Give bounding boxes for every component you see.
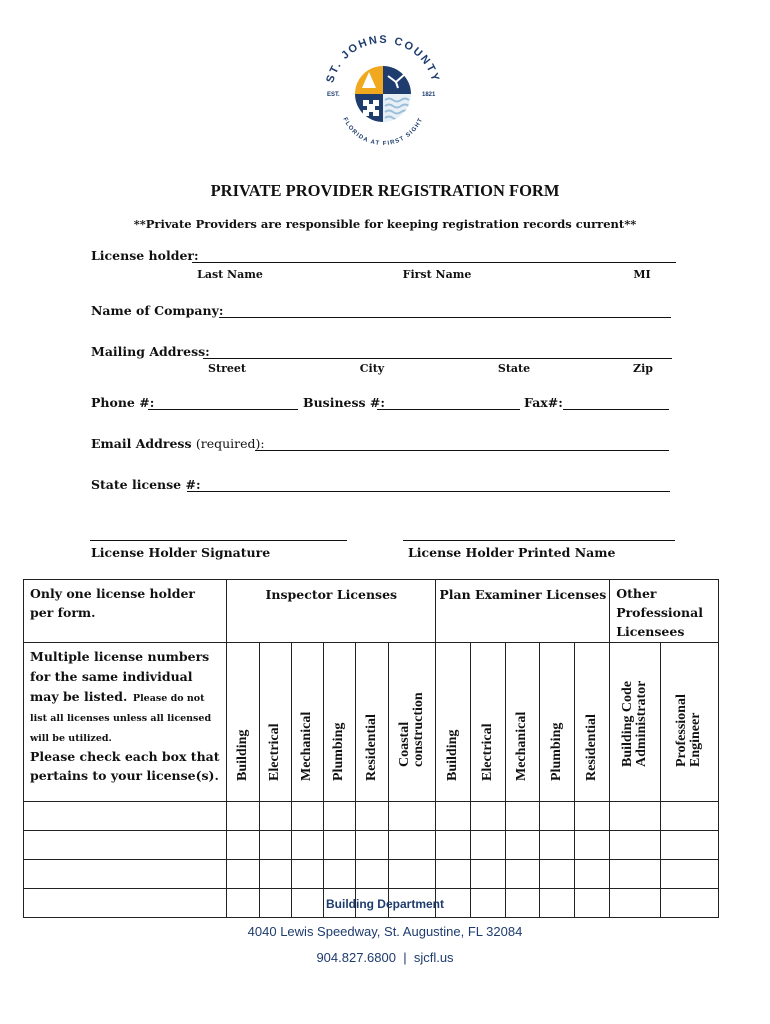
checkbox-cell[interactable] [436,831,471,860]
footer-department: Building Department [325,897,444,911]
city-caption: City [359,362,385,375]
col-professional-engineer: Professional Engineer [674,694,704,767]
fax-field[interactable] [563,409,669,410]
table-row [24,802,719,831]
col-inspector-mechanical: Mechanical [299,711,315,781]
logo-tagline: FLORIDA AT FIRST SIGHT [341,116,425,148]
county-seal-logo [318,28,448,150]
check-box-instruction: Please check each box that pertains to your license(s). [30,749,220,783]
license-table [23,579,719,918]
checkbox-cell[interactable] [540,831,575,860]
checkbox-cell[interactable] [356,831,389,860]
checkbox-cell[interactable] [292,831,323,860]
license-holder-field[interactable] [192,262,676,263]
col-inspector-building: Building [234,729,250,781]
license-number-cell[interactable] [24,802,227,831]
phone-label: Phone #: [91,395,155,410]
mailing-address-label: Mailing Address: [91,344,210,359]
footer-phone: 904.827.6800 [316,950,396,965]
license-number-cell[interactable] [24,831,227,860]
col-plan-mechanical: Mechanical [514,711,530,781]
zip-caption: Zip [633,362,653,375]
mailing-address-field[interactable] [203,358,672,359]
checkbox-cell[interactable] [388,802,436,831]
company-label: Name of Company: [91,303,224,318]
checkbox-cell[interactable] [436,860,471,889]
checkbox-cell[interactable] [574,860,610,889]
logo-arc-text: ST. JOHNS COUNTY [324,33,442,85]
footer-separator: | [403,950,407,965]
col-plan-plumbing: Plumbing [548,722,564,781]
checkbox-cell[interactable] [540,802,575,831]
last-name-caption: Last Name [197,268,263,281]
state-license-field[interactable] [187,491,670,492]
checkbox-cell[interactable] [227,860,260,889]
other-licensees-header: Other Professional Licensees [616,586,703,639]
checkbox-cell[interactable] [323,802,356,831]
checkbox-cell[interactable] [660,831,718,860]
checkbox-cell[interactable] [436,802,471,831]
checkbox-cell[interactable] [610,802,661,831]
state-caption: State [497,362,531,375]
footer-contact [0,950,770,965]
company-field[interactable] [219,317,671,318]
checkbox-cell[interactable] [227,831,260,860]
business-label: Business #: [303,395,385,410]
footer-address: 4040 Lewis Speedway, St. Augustine, FL 32084 [247,924,523,939]
checkbox-cell[interactable] [660,860,718,889]
checkbox-cell[interactable] [471,831,506,860]
table-row [24,831,719,860]
business-field[interactable] [377,409,520,410]
col-plan-electrical: Electrical [479,723,495,781]
form-title: PRIVATE PROVIDER REGISTRATION FORM [210,181,560,200]
logo-est: EST. [327,92,340,98]
logo-year: 1821 [422,92,436,98]
checkbox-cell[interactable] [610,831,661,860]
checkbox-cell[interactable] [356,860,389,889]
signature-field[interactable] [90,540,347,541]
checkbox-cell[interactable] [259,860,292,889]
checkbox-cell[interactable] [323,860,356,889]
checkbox-cell[interactable] [574,831,610,860]
checkbox-cell[interactable] [540,860,575,889]
checkbox-cell[interactable] [471,802,506,831]
license-holder-label: License holder: [91,248,199,263]
mi-caption: MI [633,268,651,281]
street-caption: Street [208,362,246,375]
plan-examiner-licenses-header: Plan Examiner Licenses [439,587,607,602]
email-required-note: (required): [195,436,265,451]
checkbox-cell[interactable] [505,802,540,831]
col-plan-building: Building [445,729,461,781]
license-number-cell[interactable] [24,860,227,889]
printed-name-field[interactable] [403,540,675,541]
email-label: Email Address [91,436,192,451]
col-inspector-plumbing: Plumbing [331,722,347,781]
checkbox-cell[interactable] [292,802,323,831]
col-inspector-electrical: Electrical [267,723,283,781]
col-building-code-administrator: Building Code Administrator [620,680,650,767]
form-subtitle: **Private Providers are responsible for keeping registration records current** [133,217,637,231]
phone-field[interactable] [148,409,298,410]
checkbox-cell[interactable] [388,831,436,860]
fax-label: Fax#: [524,395,563,410]
checkbox-cell[interactable] [356,802,389,831]
footer-website-link[interactable]: sjcfl.us [413,950,454,965]
do-not-list-note: Please do not list all licenses unless all licensed will be utilized. [30,693,212,744]
checkbox-cell[interactable] [292,860,323,889]
printed-name-label: License Holder Printed Name [408,545,616,560]
multiple-licenses-note: Multiple license numbers for the same individual may be listed. [30,649,210,704]
checkbox-cell[interactable] [388,860,436,889]
checkbox-cell[interactable] [323,831,356,860]
checkbox-cell[interactable] [660,802,718,831]
checkbox-cell[interactable] [610,860,661,889]
checkbox-cell[interactable] [471,860,506,889]
email-field[interactable] [255,450,669,451]
col-plan-residential: Residential [583,714,599,781]
single-holder-note: Only one license holder per form. [30,586,196,620]
checkbox-cell[interactable] [505,860,540,889]
state-license-label: State license #: [91,477,201,492]
col-inspector-coastal: Coastal construction [397,692,427,767]
table-row [24,860,719,889]
col-inspector-residential: Residential [363,714,379,781]
checkbox-cell[interactable] [259,831,292,860]
checkbox-cell[interactable] [259,802,292,831]
inspector-licenses-header: Inspector Licenses [265,587,398,602]
first-name-caption: First Name [402,268,472,281]
checkbox-cell[interactable] [574,802,610,831]
checkbox-cell[interactable] [227,802,260,831]
signature-label: License Holder Signature [91,545,271,560]
checkbox-cell[interactable] [505,831,540,860]
